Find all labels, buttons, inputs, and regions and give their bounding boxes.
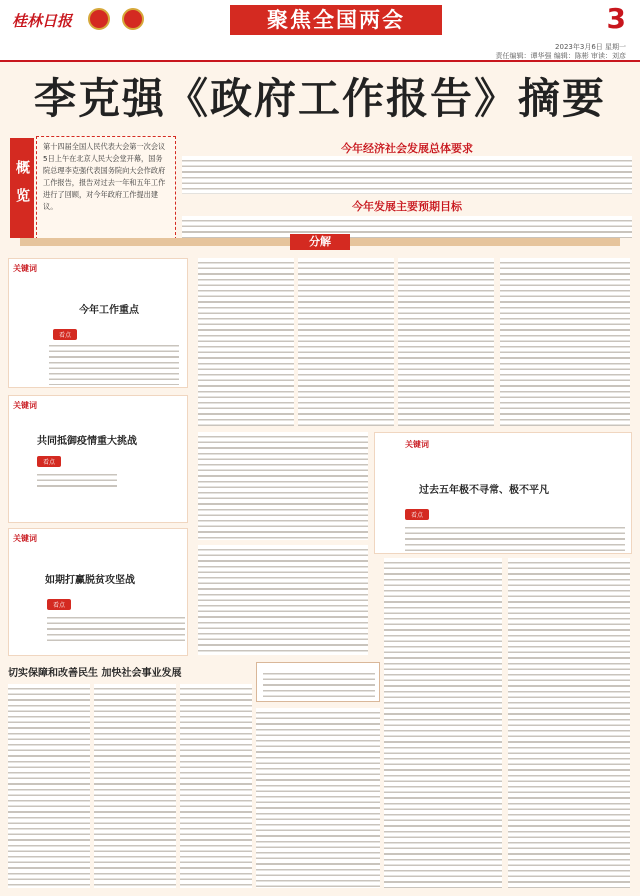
keyword-label: 关键词 bbox=[13, 264, 37, 273]
keyword-card-pill: 看点 bbox=[53, 329, 77, 340]
summary-box bbox=[36, 136, 176, 240]
keyword-card-title: 如期打赢脱贫攻坚战 bbox=[45, 575, 135, 586]
body-column-2 bbox=[298, 258, 394, 426]
cppcc-emblem-icon bbox=[122, 8, 144, 30]
keyword-label: 关键词 bbox=[13, 534, 37, 543]
goals-section bbox=[182, 136, 632, 240]
keyword-card-bullets bbox=[37, 470, 117, 488]
editor-credits: 责任编辑：谭华强 编辑：陈彬 审读：刘彦 bbox=[495, 52, 626, 60]
national-emblem-icon bbox=[88, 8, 110, 30]
newspaper-logo: 桂林日报 bbox=[12, 12, 73, 30]
summary-text: 第十四届全国人民代表大会第一次会议5日上午在北京人民大会堂开幕，国务院总理李克强代表国务院向大会作政府工作报告，报告对过去一年和五年工作进行了回顾，对今年政府工作提出建议。 bbox=[43, 142, 166, 211]
issue-date: 2023年3月6日 星期一 bbox=[555, 43, 626, 51]
keyword-card-title: 过去五年极不寻常、极不平凡 bbox=[419, 485, 549, 496]
keyword-label: 关键词 bbox=[405, 440, 429, 449]
goals-text-1 bbox=[182, 156, 632, 194]
section-divider bbox=[0, 234, 640, 250]
keyword-card-bullets bbox=[405, 523, 625, 551]
goals-title-2: 今年发展主要预期目标 bbox=[352, 200, 462, 213]
body-column-10 bbox=[94, 684, 176, 888]
body-column-3 bbox=[398, 258, 494, 426]
keyword-card-pill: 看点 bbox=[47, 599, 71, 610]
body-column-1 bbox=[198, 258, 294, 426]
keyword-card-bullets bbox=[49, 341, 179, 385]
highlight-box-text bbox=[263, 669, 375, 697]
goals-title-1: 今年经济社会发展总体要求 bbox=[341, 142, 473, 155]
main-title: 李克强《政府工作报告》摘要 bbox=[33, 74, 606, 123]
divider-label: 分解 bbox=[290, 234, 350, 250]
keyword-card-2 bbox=[8, 395, 188, 523]
body-column-11 bbox=[180, 684, 252, 888]
keyword-card-title: 今年工作重点 bbox=[79, 305, 139, 316]
keyword-card-3 bbox=[8, 528, 188, 656]
body-column-6 bbox=[198, 545, 368, 655]
body-column-5 bbox=[198, 432, 368, 540]
highlight-box bbox=[256, 662, 380, 702]
page-number: 3 bbox=[606, 2, 626, 35]
keyword-card-pill: 看点 bbox=[405, 509, 429, 520]
body-column-12 bbox=[256, 708, 380, 888]
keyword-card-1 bbox=[8, 258, 188, 388]
dateline bbox=[0, 40, 640, 62]
body-column-9 bbox=[8, 684, 90, 888]
keyword-card-4 bbox=[374, 432, 632, 554]
page-header bbox=[0, 0, 640, 40]
summary-label: 概览 bbox=[10, 138, 34, 238]
keyword-card-pill: 看点 bbox=[37, 456, 61, 467]
keyword-card-bullets bbox=[47, 613, 185, 643]
subheadline: 切实保障和改善民生 加快社会事业发展 bbox=[8, 668, 182, 679]
section-banner: 聚焦全国两会 bbox=[230, 5, 442, 35]
body-column-7 bbox=[384, 558, 502, 888]
keyword-card-title: 共同抵御疫情重大挑战 bbox=[37, 436, 137, 447]
body-column-4 bbox=[500, 258, 630, 426]
keyword-label: 关键词 bbox=[13, 401, 37, 410]
body-column-8 bbox=[508, 558, 630, 888]
